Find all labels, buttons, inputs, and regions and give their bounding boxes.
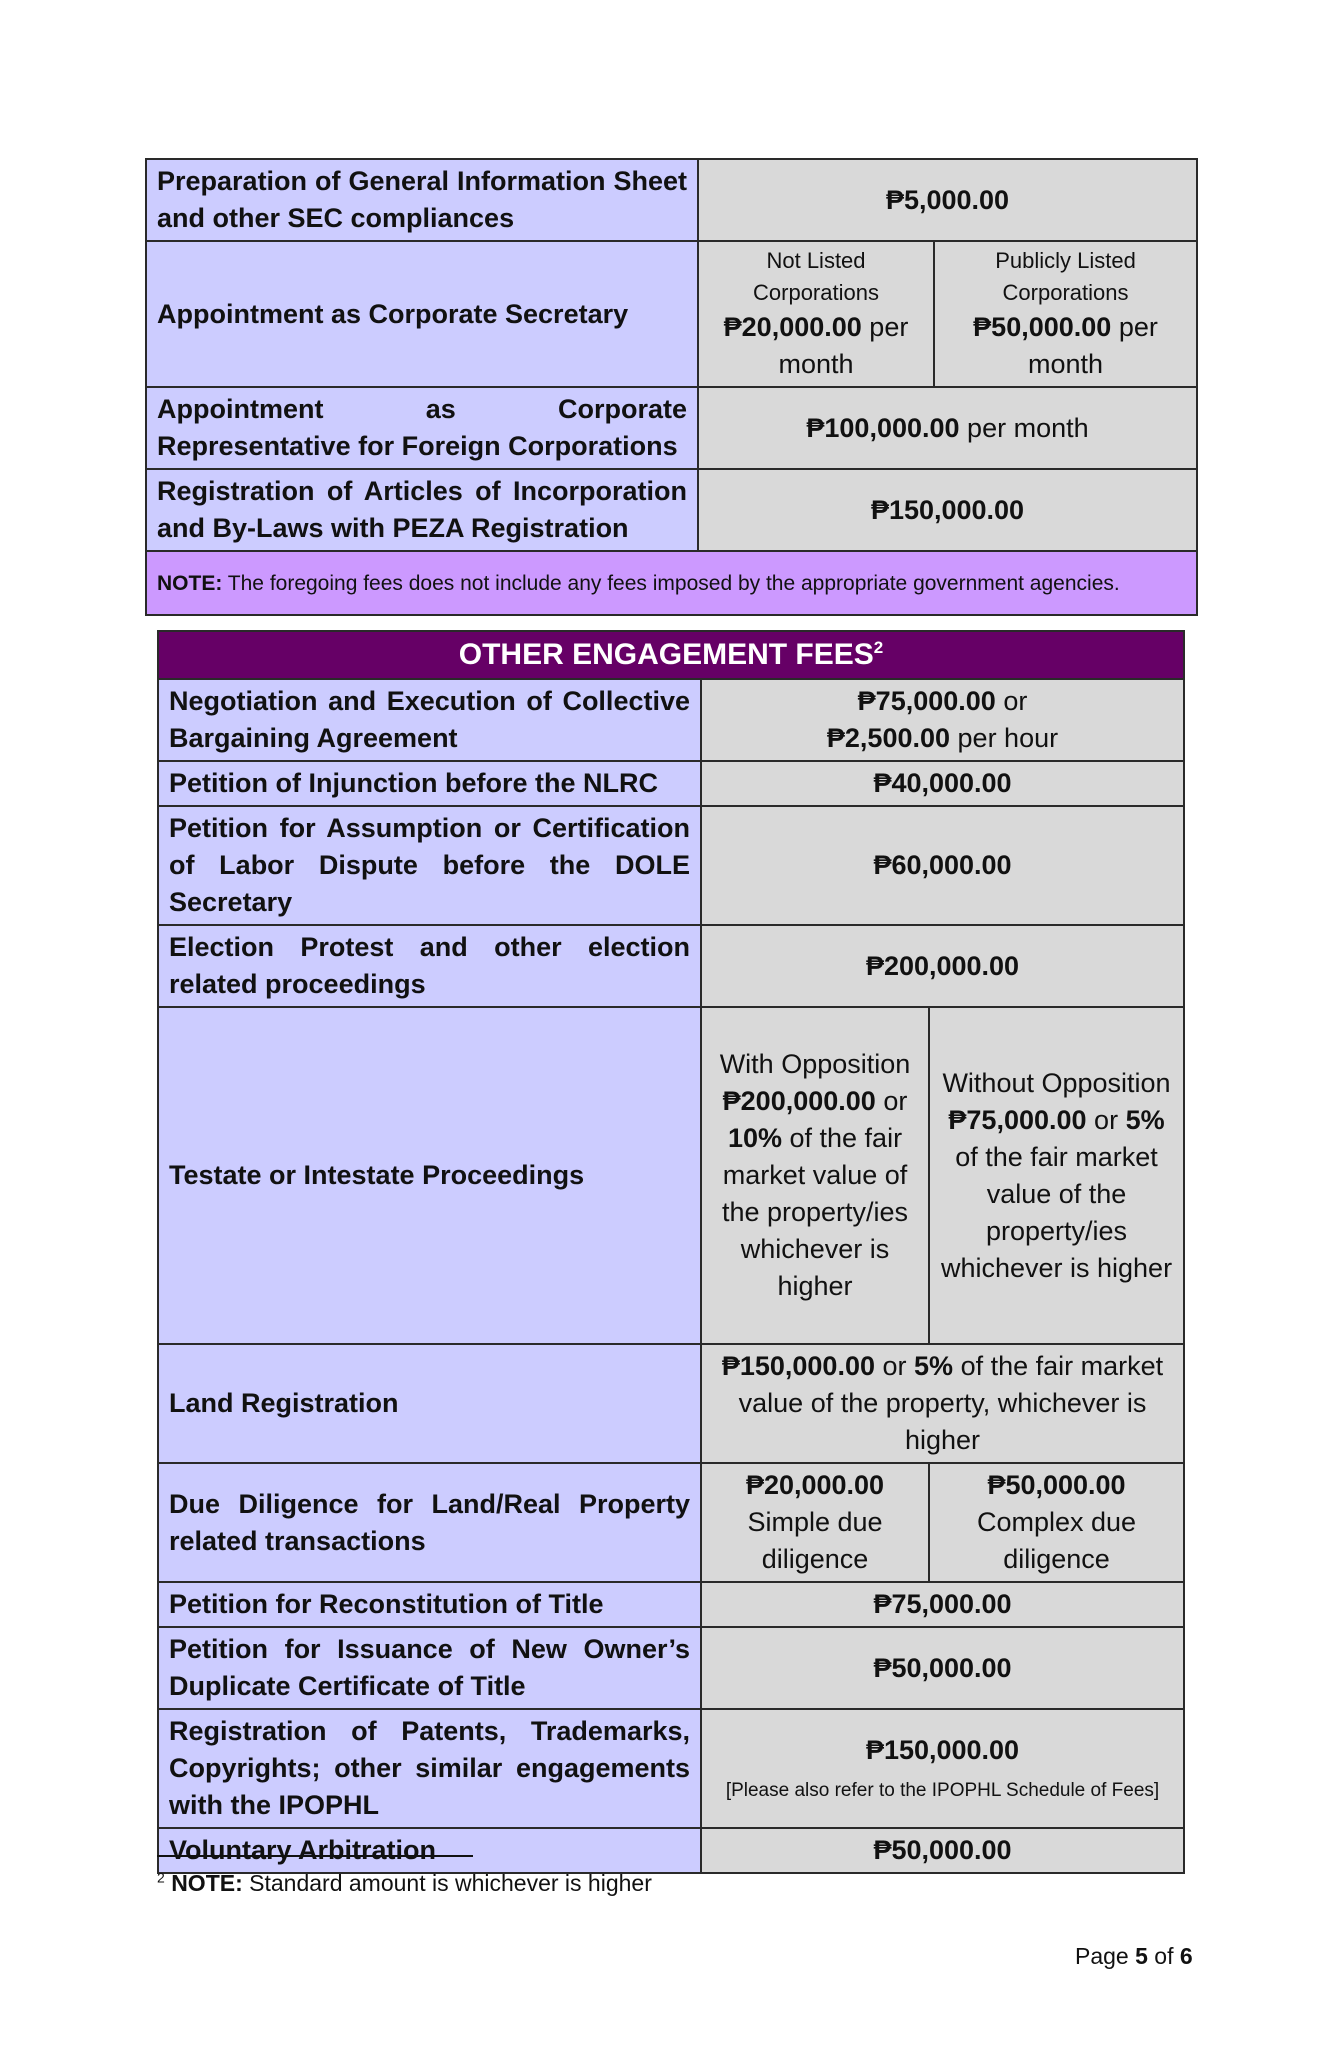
fee-amount: ₱150,000.00 <box>870 494 1025 525</box>
fee-connector: or <box>882 1351 907 1381</box>
fee-unit: per month <box>967 412 1089 443</box>
page-total: 6 <box>1179 1943 1193 1969</box>
fee-label: Petition for Issuance of New Owner’s Duplicate Certificate of Title <box>158 1627 701 1709</box>
fee-label: Election Protest and other election related proceedings <box>158 925 701 1007</box>
fee-row <box>146 159 1197 241</box>
page-prefix: Page <box>1075 1943 1129 1969</box>
fee-label: Petition of Injunction before the NLRC <box>158 761 701 806</box>
fee-percent: 5% <box>1125 1104 1165 1135</box>
fee-label: Due Diligence for Land/Real Property related transactions <box>158 1463 701 1582</box>
fee-label: Appointment as Corporate Representative for Foreign Corporations <box>146 387 698 469</box>
footnote-marker: 2 <box>157 1869 165 1886</box>
fee-amount: ₱50,000.00 <box>873 1835 1012 1865</box>
fee-row <box>158 1709 1184 1828</box>
note-text: The foregoing fees does not include any fees imposed by the appropriate government agencies. <box>227 571 1120 595</box>
fee-label: Petition for Reconstitution of Title <box>158 1582 701 1627</box>
fee-note: [Please also refer to the IPOPHL Schedule of Fees] <box>725 1779 1160 1801</box>
fee-label: Registration of Patents, Trademarks, Copyrights; other similar engagements with the IPOPHL <box>158 1709 701 1828</box>
fee-amount: ₱50,000.00 <box>973 312 1112 342</box>
note-label: NOTE: <box>157 571 223 595</box>
table-title: OTHER ENGAGEMENT FEES <box>458 638 874 671</box>
fee-unit: per month <box>1027 312 1158 379</box>
fee-terms: of the fair market value of the property/ies whichever is higher <box>721 1123 909 1301</box>
fee-percent: 10% <box>727 1123 782 1153</box>
fee-option-type: Not Listed Corporations <box>753 248 879 305</box>
table-header <box>158 631 1184 679</box>
fee-row <box>146 469 1197 551</box>
fee-terms: of the fair market value of the property, whichever is higher <box>738 1351 1164 1455</box>
fee-label: Voluntary Arbitration <box>158 1828 701 1873</box>
fee-terms: Simple due diligence <box>747 1507 883 1574</box>
fee-row <box>158 806 1184 925</box>
fee-label: Petition for Assumption or Certification of Labor Dispute before the DOLE Secretary <box>158 806 701 925</box>
fee-unit: per hour <box>957 723 1059 753</box>
fee-amount: ₱200,000.00 <box>722 1086 876 1116</box>
fee-table-corporate <box>145 158 1198 616</box>
fee-row <box>158 1463 1184 1582</box>
note-row <box>146 551 1197 615</box>
fee-amount: ₱75,000.00 <box>873 1589 1012 1619</box>
fee-amount: ₱5,000.00 <box>885 184 1010 215</box>
fee-row <box>158 761 1184 806</box>
fee-label: Appointment as Corporate Secretary <box>146 241 698 387</box>
fee-label: Registration of Articles of Incorporation and By-Laws with PEZA Registration <box>146 469 698 551</box>
fee-percent: 5% <box>914 1351 954 1381</box>
fee-row <box>158 1007 1184 1344</box>
fee-row <box>146 387 1197 469</box>
fee-amount: ₱75,000.00 <box>948 1104 1087 1135</box>
fee-label: Negotiation and Execution of Collective Bargaining Agreement <box>158 679 701 761</box>
fee-amount: ₱150,000.00 <box>721 1351 875 1381</box>
fee-amount: ₱150,000.00 <box>865 1734 1020 1765</box>
page-current: 5 <box>1135 1943 1148 1969</box>
fee-amount: ₱50,000.00 <box>873 1652 1012 1683</box>
option-heading: With Opposition <box>719 1049 911 1079</box>
page-number <box>1075 1943 1193 1970</box>
fee-option-type: Publicly Listed Corporations <box>995 248 1136 305</box>
fee-terms: Complex due diligence <box>976 1507 1137 1574</box>
footnote <box>157 1870 652 1897</box>
fee-table-other-engagement <box>157 630 1185 1874</box>
fee-unit: per month <box>778 312 909 379</box>
fee-row <box>158 1828 1184 1873</box>
fee-amount: ₱60,000.00 <box>873 850 1012 880</box>
fee-row <box>158 679 1184 761</box>
fee-row <box>158 1344 1184 1463</box>
footnote-label: NOTE: <box>171 1870 243 1896</box>
fee-connector: or <box>1094 1104 1119 1135</box>
fee-row <box>158 1582 1184 1627</box>
fee-amount: ₱20,000.00 <box>745 1470 885 1500</box>
fee-amount: ₱40,000.00 <box>873 768 1012 798</box>
fee-row <box>146 241 1197 387</box>
page-of: of <box>1154 1943 1174 1969</box>
footnote-text: Standard amount is whichever is higher <box>249 1870 652 1896</box>
option-heading: Without Opposition <box>942 1067 1171 1098</box>
footnote-ref: 2 <box>873 638 884 657</box>
fee-connector: or <box>883 1086 908 1116</box>
fee-amount: ₱200,000.00 <box>865 950 1020 981</box>
fee-amount: ₱2,500.00 <box>826 723 951 753</box>
fee-amount: ₱20,000.00 <box>723 312 862 342</box>
fee-label: Preparation of General Information Sheet and other SEC compliances <box>146 159 698 241</box>
fee-label: Testate or Intestate Proceedings <box>158 1007 701 1344</box>
fee-amount: ₱100,000.00 <box>806 412 960 443</box>
fee-row <box>158 925 1184 1007</box>
fee-label: Land Registration <box>158 1344 701 1463</box>
fee-connector: or <box>1003 686 1028 716</box>
footnote-divider <box>157 1855 473 1857</box>
fee-row <box>158 1627 1184 1709</box>
fee-terms: of the fair market value of the property/ies whichever is higher <box>940 1141 1173 1283</box>
fee-amount: ₱50,000.00 <box>987 1470 1126 1500</box>
fee-amount: ₱75,000.00 <box>857 686 996 716</box>
